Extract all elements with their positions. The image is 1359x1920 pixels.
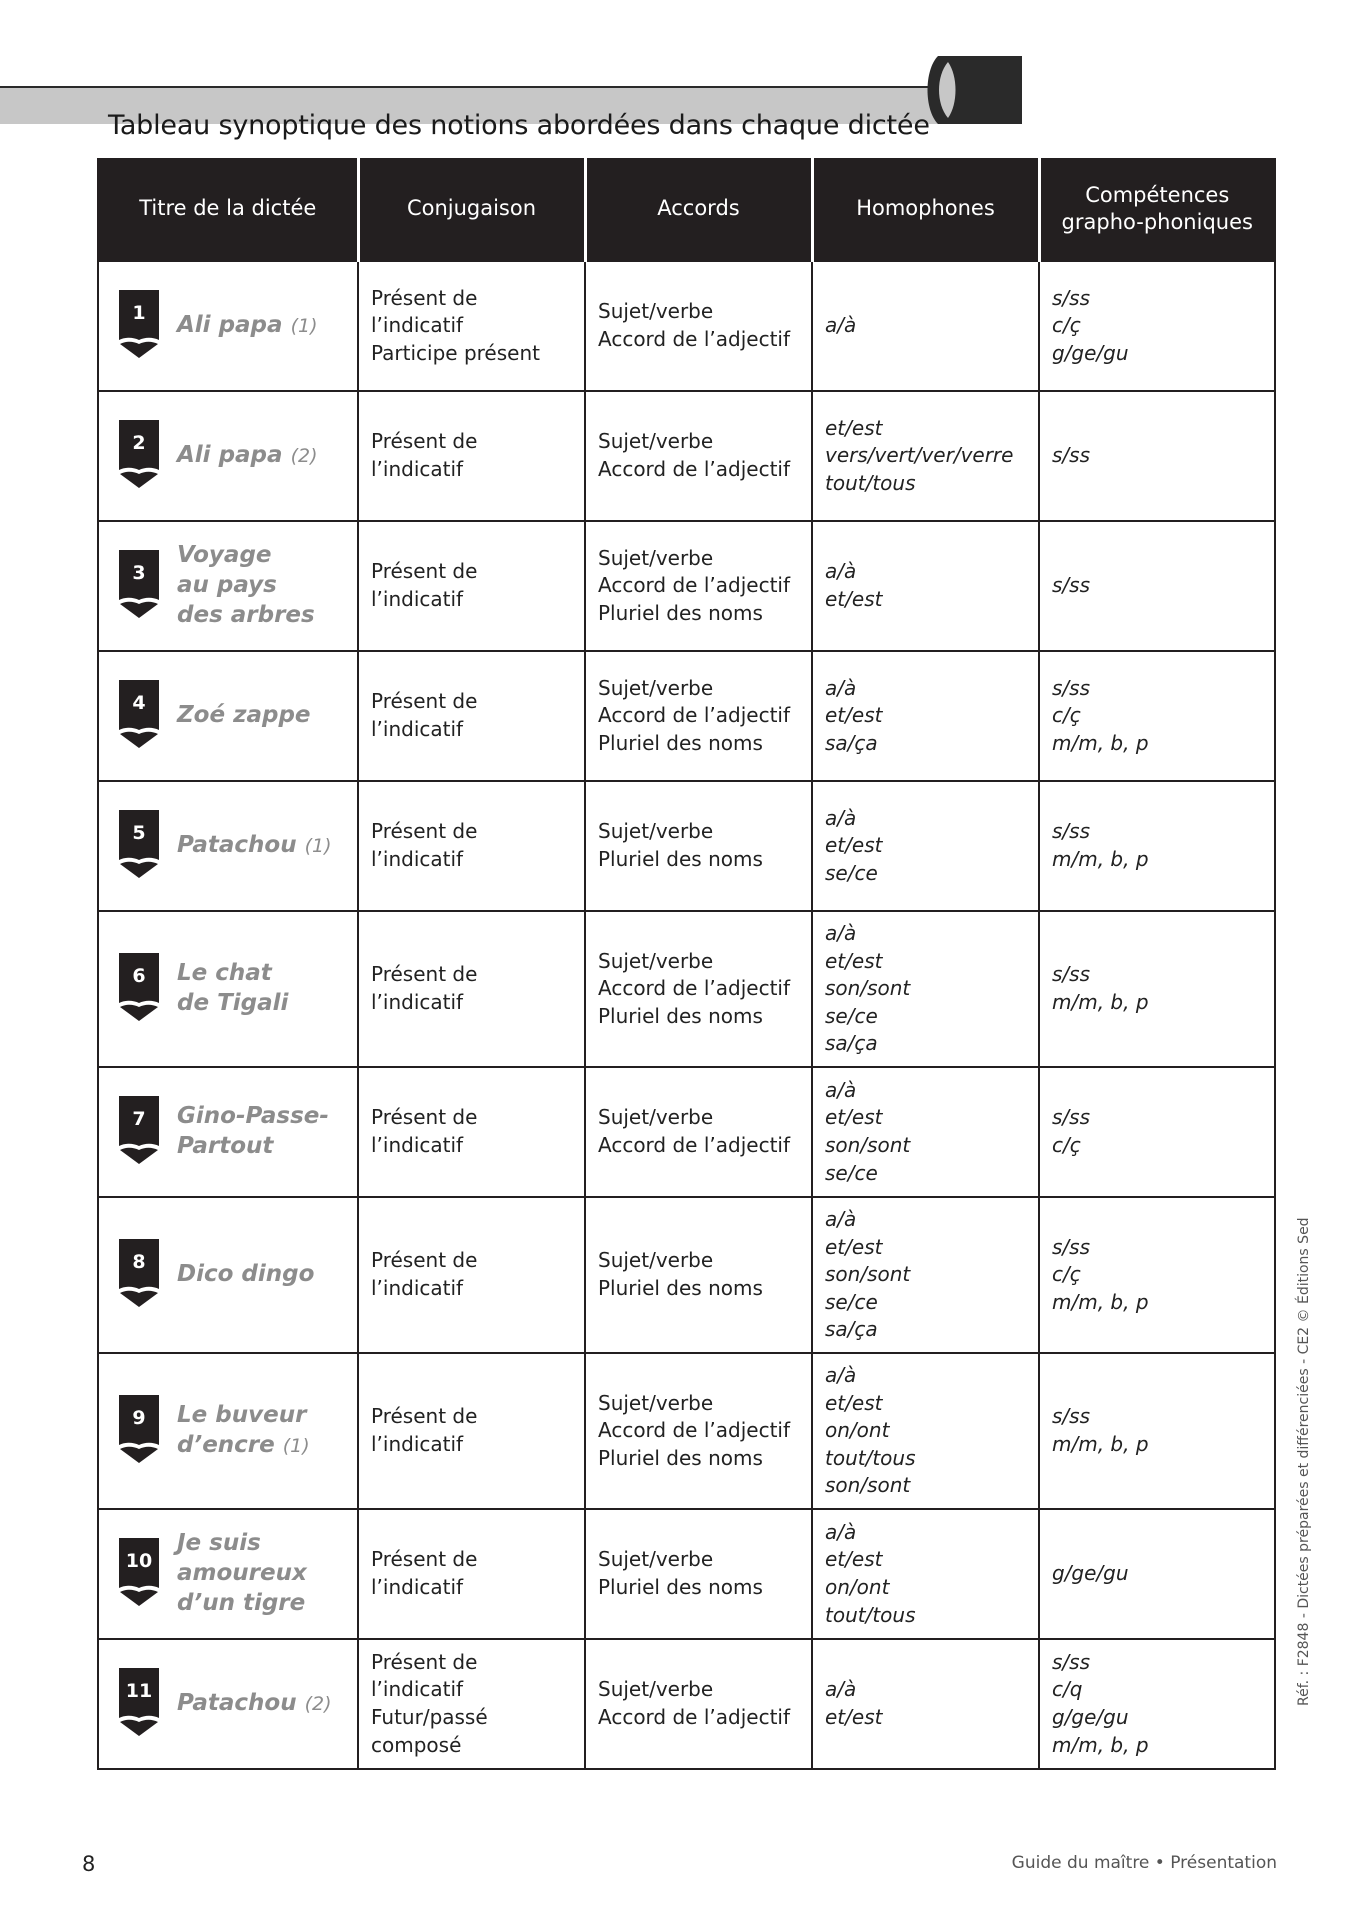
homophone-item: a/à xyxy=(825,921,857,946)
cell-title xyxy=(98,1353,358,1509)
cell-competences xyxy=(1039,391,1275,521)
cell-competences xyxy=(1039,1067,1275,1197)
cell-competences xyxy=(1039,651,1275,781)
cell-homophones xyxy=(812,1353,1039,1509)
cell-accords xyxy=(585,391,812,521)
accord-item: Pluriel des noms xyxy=(598,1003,763,1028)
homophone-item: et/est xyxy=(825,587,883,611)
homophone-item: et/est xyxy=(825,833,883,858)
dictee-title xyxy=(177,541,315,631)
row-number: 3 xyxy=(132,561,146,584)
competence-item: s/ss xyxy=(1052,675,1090,700)
dictee-title-line: Zoé zappe xyxy=(177,702,311,729)
homophone-item: et/est xyxy=(825,1705,883,1729)
cell-title xyxy=(98,521,358,651)
conjugaison-item: Présent de l’indicatif xyxy=(371,689,478,741)
homophone-item: a/à xyxy=(825,313,857,338)
accord-item: Pluriel des noms xyxy=(598,730,763,755)
accord-item: Pluriel des noms xyxy=(598,1276,763,1300)
cell-conjugaison xyxy=(358,1197,585,1353)
homophone-item: son/sont xyxy=(825,976,911,1001)
homophone-item: et/est xyxy=(825,1390,883,1415)
homophone-item: sa/ça xyxy=(825,1317,878,1342)
dictee-title xyxy=(177,831,332,861)
cell-accords xyxy=(585,1067,812,1197)
cell-homophones xyxy=(812,521,1039,651)
dictee-title-line: Ali papa xyxy=(177,312,283,339)
conjugaison-item: Présent de l’indicatif xyxy=(371,819,478,871)
page-title: Tableau synoptique des notions abordées dans chaque dictée xyxy=(108,110,930,142)
accord-item: Pluriel des noms xyxy=(598,847,763,871)
homophone-item: a/à xyxy=(825,1519,857,1544)
number-badge xyxy=(119,290,159,362)
accord-item: Sujet/verbe xyxy=(598,948,714,973)
cell-competences xyxy=(1039,1197,1275,1353)
number-badge xyxy=(119,810,159,882)
homophone-item: on/ont xyxy=(825,1575,890,1599)
cell-title xyxy=(98,261,358,391)
dictee-part: (2) xyxy=(304,1693,332,1716)
cell-competences xyxy=(1039,781,1275,911)
homophone-item: sa/ça xyxy=(825,1031,878,1056)
header-competences-line1: Compétences xyxy=(1085,182,1230,207)
homophone-item: se/ce xyxy=(825,1289,878,1314)
competence-item: s/ss xyxy=(1052,1404,1090,1429)
dictee-title-line: Gino-Passe- xyxy=(177,1103,329,1130)
cell-competences xyxy=(1039,261,1275,391)
row-number: 2 xyxy=(132,432,146,454)
cell-accords xyxy=(585,1353,812,1509)
dictee-title-line: Voyage xyxy=(177,542,272,569)
dictee-title xyxy=(177,1260,314,1290)
competence-item: g/ge/gu xyxy=(1052,340,1129,365)
number-badge xyxy=(119,550,159,622)
accord-item: Sujet/verbe xyxy=(598,675,714,700)
header-competences xyxy=(1039,158,1275,261)
cell-title xyxy=(98,1509,358,1639)
cell-competences xyxy=(1039,1509,1275,1639)
cell-conjugaison xyxy=(358,1509,585,1639)
reference-note: Réf. : F2848 - Dictées préparées et différenciées - CE2 © Éditions Sed xyxy=(1296,1217,1312,1706)
row-number: 1 xyxy=(132,302,146,324)
conjugaison-item: Futur/passé composé xyxy=(371,1705,488,1757)
homophone-item: a/à xyxy=(825,559,857,584)
number-badge xyxy=(119,1096,159,1168)
cell-title xyxy=(98,391,358,521)
cell-competences xyxy=(1039,1353,1275,1509)
competence-item: g/ge/gu xyxy=(1052,1561,1129,1586)
competence-item: s/ss xyxy=(1052,1105,1090,1130)
cell-conjugaison xyxy=(358,521,585,651)
dictee-part: (1) xyxy=(290,315,318,338)
dictee-title-line: de Tigali xyxy=(177,990,289,1016)
header-conjugaison: Conjugaison xyxy=(358,158,585,261)
cell-homophones xyxy=(812,1639,1039,1769)
dictee-title-line: Je suis xyxy=(177,1530,261,1557)
conjugaison-item: Participe présent xyxy=(371,340,540,365)
accord-item: Sujet/verbe xyxy=(598,1547,714,1572)
cell-title xyxy=(98,911,358,1067)
competence-item: s/ss xyxy=(1052,819,1090,844)
dictee-title-line: Le chat xyxy=(177,960,272,987)
table-row xyxy=(98,1639,1275,1769)
number-badge xyxy=(119,1538,159,1610)
table-body xyxy=(98,261,1275,1769)
dictee-title xyxy=(177,1401,310,1461)
competence-item: m/m, b, p xyxy=(1052,990,1149,1014)
conjugaison-item: Présent de l’indicatif xyxy=(371,1649,478,1702)
table-row xyxy=(98,651,1275,781)
homophone-item: tout/tous xyxy=(825,1602,916,1627)
dictee-part: (1) xyxy=(282,1435,310,1457)
row-number: 8 xyxy=(132,1251,146,1273)
cell-accords xyxy=(585,651,812,781)
conjugaison-item: Présent de l’indicatif xyxy=(371,1404,478,1456)
row-number: 6 xyxy=(132,965,146,987)
homophone-item: tout/tous xyxy=(825,470,916,495)
number-badge xyxy=(119,1668,159,1740)
table-row xyxy=(98,261,1275,391)
row-number: 10 xyxy=(125,1549,153,1572)
competence-item: c/q xyxy=(1052,1677,1083,1702)
conjugaison-item: Présent de l’indicatif xyxy=(371,962,478,1014)
cell-conjugaison xyxy=(358,391,585,521)
footer-text: Guide du maître • Présentation xyxy=(1011,1853,1277,1873)
cell-conjugaison xyxy=(358,651,585,781)
homophone-item: son/sont xyxy=(825,1473,911,1498)
conjugaison-item: Présent de l’indicatif xyxy=(371,429,478,481)
cell-homophones xyxy=(812,1197,1039,1353)
competence-item: s/ss xyxy=(1052,285,1090,310)
cell-title xyxy=(98,651,358,781)
accord-item: Sujet/verbe xyxy=(598,1390,714,1415)
homophone-item: se/ce xyxy=(825,1003,878,1028)
competence-item: s/ss xyxy=(1052,573,1090,598)
dictee-title xyxy=(177,959,288,1019)
accord-item: Sujet/verbe xyxy=(598,299,714,324)
header-titre: Titre de la dictée xyxy=(98,158,358,261)
dictee-title-line: Patachou xyxy=(177,832,297,859)
dictee-title xyxy=(177,1529,307,1619)
accord-item: Accord de l’adjectif xyxy=(598,703,791,728)
cell-conjugaison xyxy=(358,911,585,1067)
cell-title xyxy=(98,781,358,911)
header-accords: Accords xyxy=(585,158,812,261)
dictee-title-line: des arbres xyxy=(177,601,315,628)
dictee-title xyxy=(177,1689,332,1719)
table-row xyxy=(98,1067,1275,1197)
homophone-item: a/à xyxy=(825,1207,857,1232)
accord-item: Sujet/verbe xyxy=(598,429,714,454)
header-competences-line2: grapho-phoniques xyxy=(1061,210,1253,234)
number-badge xyxy=(119,953,159,1025)
dictee-title-line: Le buveur xyxy=(177,1402,307,1429)
dictee-title xyxy=(177,701,311,731)
row-number: 11 xyxy=(125,1680,153,1702)
homophone-item: on/ont xyxy=(825,1418,890,1443)
competence-item: c/ç xyxy=(1052,1262,1081,1287)
homophone-item: et/est xyxy=(825,948,883,973)
cell-conjugaison xyxy=(358,781,585,911)
dictee-title-line: Ali papa xyxy=(177,442,283,469)
table-row xyxy=(98,781,1275,911)
table-row xyxy=(98,1509,1275,1639)
accord-item: Sujet/verbe xyxy=(598,1677,714,1702)
accord-item: Sujet/verbe xyxy=(598,1248,714,1273)
table-row xyxy=(98,391,1275,521)
homophone-item: se/ce xyxy=(825,1160,878,1185)
table-row xyxy=(98,911,1275,1067)
cell-accords xyxy=(585,521,812,651)
accord-item: Sujet/verbe xyxy=(598,545,714,570)
conjugaison-item: Présent de l’indicatif xyxy=(371,1248,478,1300)
row-number: 9 xyxy=(132,1407,146,1429)
competence-item: g/ge/gu xyxy=(1052,1705,1129,1729)
number-badge xyxy=(119,1395,159,1467)
cell-title xyxy=(98,1067,358,1197)
page-number: 8 xyxy=(82,1852,96,1876)
accord-item: Accord de l’adjectif xyxy=(598,1418,791,1443)
number-badge xyxy=(119,1239,159,1311)
homophone-item: son/sont xyxy=(825,1133,911,1157)
homophone-item: vers/vert/ver/verre xyxy=(825,443,1014,468)
dictee-part: (2) xyxy=(290,445,318,468)
homophone-item: a/à xyxy=(825,1077,857,1102)
homophone-item: son/sont xyxy=(825,1262,911,1287)
cell-accords xyxy=(585,911,812,1067)
dictee-title-line: Dico dingo xyxy=(177,1261,315,1288)
homophone-item: et/est xyxy=(825,1234,883,1259)
accord-item: Accord de l’adjectif xyxy=(598,457,791,481)
competence-item: m/m, b, p xyxy=(1052,847,1149,871)
competence-item: s/ss xyxy=(1052,962,1090,987)
cell-homophones xyxy=(812,391,1039,521)
row-number: 4 xyxy=(132,692,146,714)
cell-homophones xyxy=(812,781,1039,911)
number-badge xyxy=(119,680,159,752)
dictee-title-line: amoureux xyxy=(177,1560,307,1587)
competence-item: m/m, b, p xyxy=(1052,1289,1149,1314)
cell-conjugaison xyxy=(358,1639,585,1769)
homophone-item: et/est xyxy=(825,1105,883,1130)
accord-item: Accord de l’adjectif xyxy=(598,976,791,1001)
cell-competences xyxy=(1039,911,1275,1067)
cell-homophones xyxy=(812,1509,1039,1639)
cell-conjugaison xyxy=(358,1353,585,1509)
competence-item: m/m, b, p xyxy=(1052,1732,1149,1757)
cell-title xyxy=(98,1639,358,1769)
competence-item: s/ss xyxy=(1052,443,1090,468)
cell-accords xyxy=(585,1197,812,1353)
accord-item: Accord de l’adjectif xyxy=(598,573,791,598)
row-number: 5 xyxy=(132,822,146,844)
conjugaison-item: Présent de l’indicatif xyxy=(371,559,478,611)
conjugaison-item: Présent de l’indicatif xyxy=(371,1547,478,1599)
homophone-item: et/est xyxy=(825,703,883,728)
table-row xyxy=(98,1197,1275,1353)
table-row xyxy=(98,1353,1275,1509)
dictee-title-line: Partout xyxy=(177,1133,274,1159)
dictee-title xyxy=(177,311,317,341)
cell-homophones xyxy=(812,911,1039,1067)
homophone-item: et/est xyxy=(825,415,883,440)
competence-item: s/ss xyxy=(1052,1234,1090,1259)
conjugaison-item: Présent de l’indicatif xyxy=(371,285,478,338)
accord-item: Pluriel des noms xyxy=(598,600,763,625)
homophone-item: et/est xyxy=(825,1547,883,1572)
synopsis-table xyxy=(97,158,1276,1770)
cell-conjugaison xyxy=(358,1067,585,1197)
table-header-row xyxy=(98,158,1275,261)
homophone-item: a/à xyxy=(825,675,857,700)
homophone-item: se/ce xyxy=(825,860,878,885)
competence-item: c/ç xyxy=(1052,313,1081,338)
accord-item: Sujet/verbe xyxy=(598,1105,714,1130)
cell-homophones xyxy=(812,1067,1039,1197)
homophone-item: sa/ça xyxy=(825,730,878,755)
accord-item: Accord de l’adjectif xyxy=(598,1705,791,1729)
conjugaison-item: Présent de l’indicatif xyxy=(371,1105,478,1157)
cell-accords xyxy=(585,781,812,911)
accord-item: Pluriel des noms xyxy=(598,1575,763,1599)
dictee-title xyxy=(177,1102,329,1162)
homophone-item: a/à xyxy=(825,805,857,830)
competence-item: m/m, b, p xyxy=(1052,1432,1149,1456)
cell-competences xyxy=(1039,521,1275,651)
dictee-title-line: au pays xyxy=(177,572,277,599)
cell-accords xyxy=(585,261,812,391)
competence-item: c/ç xyxy=(1052,703,1081,728)
homophone-item: a/à xyxy=(825,1677,857,1702)
dictee-part: (1) xyxy=(304,835,332,858)
cell-title xyxy=(98,1197,358,1353)
dictee-title-line: d’encre xyxy=(177,1432,275,1458)
accord-item: Accord de l’adjectif xyxy=(598,327,791,351)
cell-homophones xyxy=(812,261,1039,391)
cell-homophones xyxy=(812,651,1039,781)
dictee-title-line: d’un tigre xyxy=(177,1589,306,1616)
cell-accords xyxy=(585,1639,812,1769)
cell-conjugaison xyxy=(358,261,585,391)
accord-item: Sujet/verbe xyxy=(598,819,714,844)
homophone-item: a/à xyxy=(825,1363,857,1388)
dictee-title xyxy=(177,441,317,471)
homophone-item: tout/tous xyxy=(825,1445,916,1470)
table-row xyxy=(98,521,1275,651)
number-badge xyxy=(119,420,159,492)
cell-accords xyxy=(585,1509,812,1639)
competence-item: s/ss xyxy=(1052,1649,1090,1674)
accord-item: Pluriel des noms xyxy=(598,1445,763,1470)
competence-item: m/m, b, p xyxy=(1052,730,1149,755)
row-number: 7 xyxy=(132,1108,146,1130)
competence-item: c/ç xyxy=(1052,1133,1081,1157)
cell-competences xyxy=(1039,1639,1275,1769)
header-homophones: Homophones xyxy=(812,158,1039,261)
accord-item: Accord de l’adjectif xyxy=(598,1133,791,1157)
dictee-title-line: Patachou xyxy=(177,1690,297,1717)
